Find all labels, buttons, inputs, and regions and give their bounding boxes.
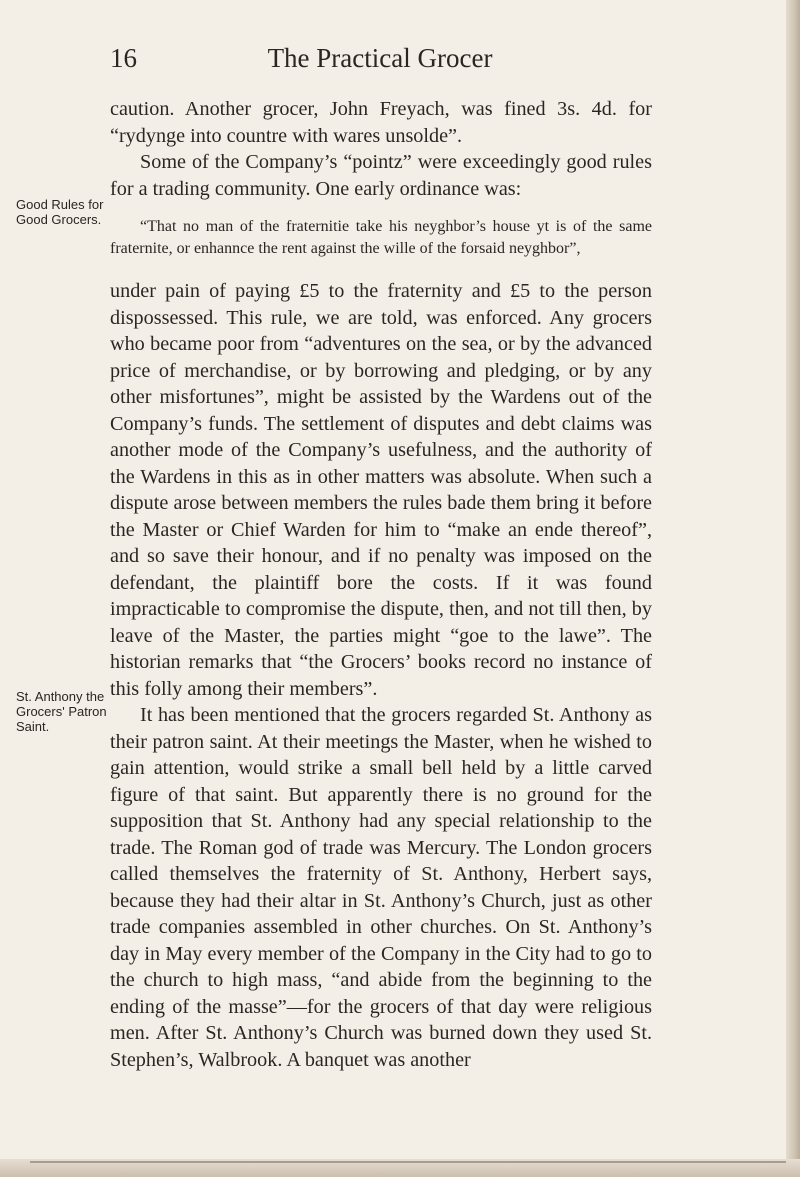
body-text	[110, 96, 652, 1073]
paragraph-2: Some of the Company’s “pointz” were exceedingly good rules for a trading community. One early ordinance was:	[110, 151, 652, 200]
paragraph-4: It has been mentioned that the grocers regarded St. Anthony as their patron saint. At their meetings the Master, when he wished to gain attention, would strike a small bell held by a little carved figure of that saint. But apparently there is no ground for the supposition that St. Anthony had any special relationship to the trade. The Roman god of trade was Mercury. The London grocers called themselves the fraternity of St. Anthony, Herbert says, because they had their altar in St. Anthony’s Church, just as other trade companies assembled in other churches. On St. Anthony’s day in May every member of the Company in the City had to go to the church to high mass, “and abide from the beginning to the ending of the masse”—for the grocers of that day were religious men. After St. Anthony’s Church was burned down they used St. Stephen’s, Walbrook. A banquet was another	[110, 704, 652, 1071]
page-header	[110, 38, 650, 78]
page-number: 16	[110, 43, 137, 73]
paragraph-1: caution. Another grocer, John Freyach, was fined 3s. 4d. for “rydynge into countre with wares unsolde”.	[110, 98, 652, 147]
side-note-patron-saint: St. Anthony the Grocers' Patron Saint.	[16, 689, 107, 734]
side-note-good-rules: Good Rules for Good Grocers.	[16, 197, 104, 227]
page-edge-shadow	[786, 0, 800, 1177]
paragraph-3: under pain of paying £5 to the fraternity and £5 to the person dispossessed. This rule, we are told, was enforced. Any grocers who became poor from “adventures on the sea, or by the advanced price of merchandise, or by borrowing and pledging, or by any other misfortunes”, might be assisted by the Wardens out of the Company’s funds. The settlement of disputes and debt claims was another mode of the Company’s usefulness, and the authority of the Wardens in this as in other matters was absolute. When such a dispute arose between members the rules bade them bring it before the Master or Chief Warden for him to “make an ende thereof”, and so save their honour, and if no penalty was imposed on the defendant, the plaintiff bore the costs. If it was found impracticable to compromise the dispute, then, and not till then, by leave of the Master, the parties might “goe to the lawe”. The historian remarks that “the Grocers’ books record no instance of this folly among their members”.	[110, 280, 652, 700]
page-bottom-rule	[30, 1161, 786, 1163]
running-title: The Practical Grocer	[267, 43, 493, 73]
quoted-ordinance: “That no man of the fraternitie take his neyghbor’s house yt is of the same fraternite, or enhannce the rent against the wille of the forsaid neyghbor”,	[110, 218, 652, 257]
